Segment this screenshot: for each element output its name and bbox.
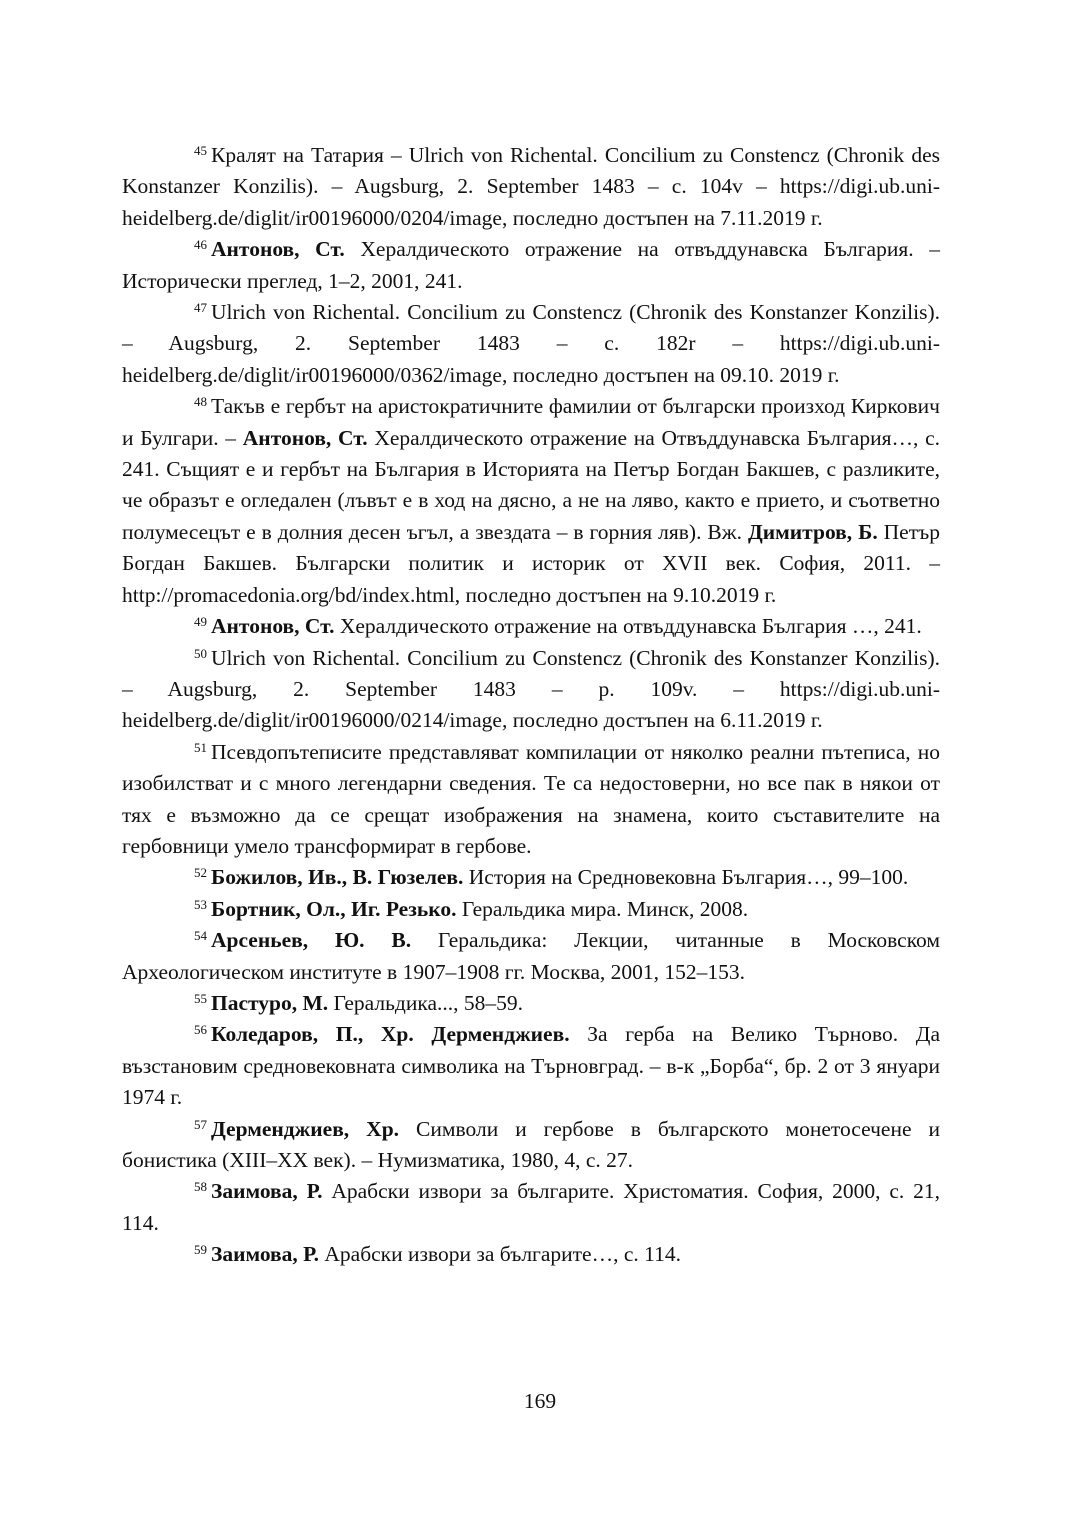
footnote-56 xyxy=(122,1019,940,1113)
footnote-51 xyxy=(122,737,940,863)
footnote-text: Ulrich von Richental. Concilium zu Constencz (Chronik des Konstanzer Konzilis). – Augsburg, 2. September 1483 – с. 182r – https://digi.ub.uni-heidelberg.de/diglit/ir00196000/0362/image, последно достъпен на 09.10. 2019 г. xyxy=(122,300,940,387)
footnote-number: 53 xyxy=(194,896,207,912)
footnote-52 xyxy=(122,862,940,893)
footnote-number: 46 xyxy=(194,237,207,253)
footnote-author: Коледаров, П., Хр. Дерменджиев. xyxy=(211,1022,570,1047)
footnote-text: Геральдика..., 58–59. xyxy=(328,990,524,1015)
footnote-author: Дерменджиев, Хр. xyxy=(211,1116,400,1141)
footnote-number: 51 xyxy=(194,739,207,755)
footnote-number: 52 xyxy=(194,865,207,881)
footnote-text-mid: Хералдическото отражение на Отвъддунавска България…, с. 241. Същият е и гербът на България в Историята на Петър Богдан Бакшев, с разликите, че образът е огледален (лъвът е в ход на дясно, а не на ляво, както е прието, и съответно полумесецът е в долния десен ъгъл, а звездата – в горния ляв). Вж. xyxy=(122,425,941,544)
footnote-48 xyxy=(122,391,940,611)
footnote-author: Арсеньев, Ю. В. xyxy=(211,928,412,953)
footnote-47 xyxy=(122,297,940,391)
footnote-number: 48 xyxy=(194,394,207,410)
footnote-text: Хералдическото отражение на отвъддунавска България …, 241. xyxy=(334,614,922,639)
footnote-text: Ulrich von Richental. Concilium zu Constencz (Chronik des Konstanzer Konzilis). – Augsburg, 2. September 1483 – p. 109v. – https://digi.ub.uni-heidelberg.de/diglit/ir00196000/0214/image, последно достъпен на 6.11.2019 г. xyxy=(122,645,940,733)
footnotes-section xyxy=(122,140,940,1271)
footnote-author: Антонов, Ст. xyxy=(211,237,345,262)
footnote-author: Заимова, Р. xyxy=(211,1242,319,1267)
footnote-author: Божилов, Ив., В. Гюзелев. xyxy=(211,865,464,890)
footnote-author: Антонов, Ст. xyxy=(211,614,335,639)
footnote-text: Хералдическото отражение на отвъддунавска България. – Исторически преглед, 1–2, 2001, 241. xyxy=(122,237,940,293)
footnote-number: 58 xyxy=(194,1179,207,1195)
footnote-text: Кралят на Татария – Ulrich von Richental. Concilium zu Constencz (Chronik des Konstanzer Konzilis). – Augsburg, 2. September 1483 – с. 104v – https://digi.ub.uni-heidelberg.de/diglit/ir00196000/0204/image, последно достъпен на 7.11.2019 г. xyxy=(122,143,940,230)
footnote-number: 57 xyxy=(194,1116,207,1132)
footnote-54 xyxy=(122,925,940,988)
footnote-59 xyxy=(122,1239,940,1270)
footnote-text-pre: Такъв е гербът на аристократичните фамилии от български произход Киркович и Булгари. – xyxy=(122,394,940,450)
footnote-author-2: Димитров, Б. xyxy=(747,519,878,544)
footnote-number: 59 xyxy=(194,1242,207,1258)
footnote-author: Пастуро, М. xyxy=(211,990,329,1015)
footnote-46 xyxy=(122,234,940,297)
footnote-53 xyxy=(122,894,940,925)
footnote-49 xyxy=(122,611,940,642)
footnote-number: 49 xyxy=(194,614,207,630)
footnote-text: История на Средновековна България…, 99–100. xyxy=(463,865,909,890)
footnote-text: За герба на Велико Търново. Да възстановим средновековната символика на Търновград. – в-к „Борба“, бр. 2 от 3 януари 1974 г. xyxy=(122,1022,940,1110)
footnote-number: 45 xyxy=(194,143,207,158)
footnote-45 xyxy=(122,140,940,234)
footnote-author: Антонов, Ст. xyxy=(242,425,368,450)
page-number: 169 xyxy=(523,1389,557,1413)
footnote-58 xyxy=(122,1176,940,1239)
footnote-number: 50 xyxy=(194,645,207,661)
footnote-author: Заимова, Р. xyxy=(211,1179,323,1204)
footnote-number: 47 xyxy=(194,300,207,316)
footnote-text: Арабски извори за българите…, с. 114. xyxy=(319,1242,681,1267)
footnote-text: Символи и гербове в българското монетосечене и бонистика (XIII–XX век). – Нумизматика, 1980, 4, с. 27. xyxy=(122,1116,941,1172)
footnote-number: 56 xyxy=(194,1022,207,1038)
footnote-number: 54 xyxy=(194,928,207,944)
footnote-text: Петър Богдан Бакшев. Български политик и историк от XVII век. София, 2011. – http://promacedonia.org/bd/index.html, последно достъпен на 9.10.2019 г. xyxy=(122,519,940,607)
footnote-number: 55 xyxy=(194,990,207,1006)
footnote-text: Геральдика мира. Минск, 2008. xyxy=(456,896,749,921)
footnote-author: Бортник, Ол., Иг. Резько. xyxy=(211,896,457,921)
footnote-text: Геральдика: Лекции, читанные в Московском Археологическом институте в 1907–1908 гг. Москва, 2001, 152–153. xyxy=(122,928,940,984)
footnote-57 xyxy=(122,1114,940,1177)
footnote-50 xyxy=(122,643,940,737)
footnote-text: Псевдопътеписите представляват компилации от няколко реални пътеписа, но изобилстват и с много легендарни сведения. Те са недостоверни, но все пак в някои от тях е възможно да се срещат изображения на знамена, които съставителите на гербовници умело трансформират в гербове. xyxy=(122,739,940,858)
footnote-text: Арабски извори за българите. Христоматия. София, 2000, с. 21, 114. xyxy=(122,1179,941,1235)
footnote-55 xyxy=(122,988,940,1019)
